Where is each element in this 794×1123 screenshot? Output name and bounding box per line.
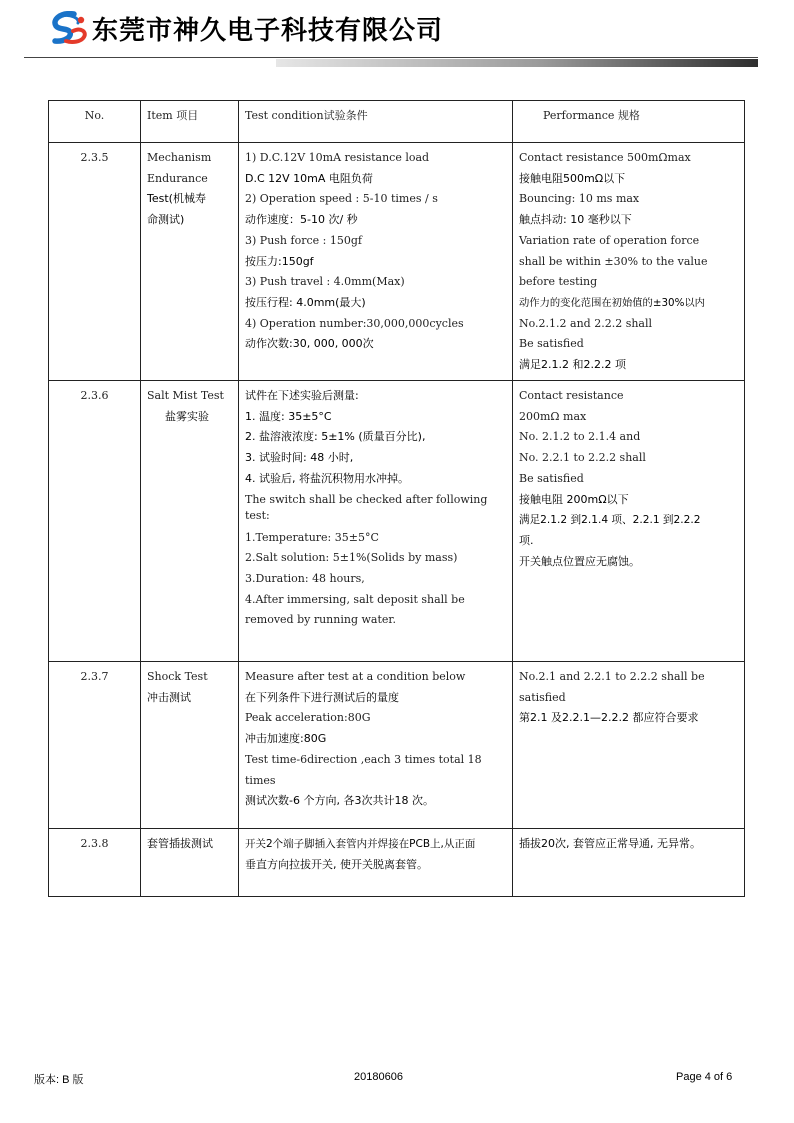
condition-line: Test time-6direction ,each 3 times total 18 (245, 752, 482, 766)
condition-line: The switch shall be checked after following test: (245, 492, 488, 522)
condition-line: 垂直方向拉拔开关, 使开关脱离套管。 (245, 857, 428, 871)
performance-line: 触点抖动: 10 毫秒以下 (519, 213, 632, 227)
performance-line: 满足2.1.2 和2.2.2 项 (519, 358, 626, 372)
condition-line: 4. 试验后, 将盐沉积物用水冲掉。 (245, 471, 409, 485)
condition-line: 冲击加速度:80G (245, 732, 327, 746)
condition-line: 2.Salt solution: 5±1%(Solids by mass) (245, 551, 458, 565)
item-cell (141, 662, 239, 829)
condition-line: 4) Operation number:30,000,000cycles (245, 316, 464, 330)
condition-cell (239, 829, 513, 897)
item-cell (141, 829, 239, 897)
condition-line: Measure after test at a condition below (245, 670, 466, 683)
performance-line: 动作力的变化范围在初始值的±30%以内 (519, 296, 705, 309)
page-header (0, 0, 794, 70)
condition-cell (239, 381, 513, 662)
performance-line: shall be within ±30% to the value (519, 254, 708, 268)
condition-line: 3) Push force : 150gf (245, 233, 362, 247)
performance-line: 满足2.1.2 到2.1.4 项、2.2.1 到2.2.2 (519, 514, 701, 527)
performance-line: No.2.1.2 and 2.2.2 shall (519, 316, 653, 330)
row-number: 2.3.5 (49, 143, 141, 381)
condition-line: 1.Temperature: 35±5°C (245, 530, 379, 544)
performance-line: Contact resistance 500mΩmax (519, 151, 691, 164)
condition-line: times (245, 773, 276, 787)
test-spec-table (48, 100, 745, 897)
condition-line: D.C 12V 10mA 电阻负荷 (245, 171, 373, 185)
performance-line: before testing (519, 275, 598, 289)
row-number: 2.3.7 (49, 662, 141, 829)
performance-line: No.2.1 and 2.2.1 to 2.2.2 shall be (519, 670, 705, 683)
performance-line: Be satisfied (519, 337, 584, 351)
condition-line: 试件在下述实验后测量: (245, 389, 359, 402)
item-line: Endurance (147, 171, 208, 185)
condition-cell (239, 662, 513, 829)
condition-line: 2. 盐溶液浓度: 5±1% (质量百分比), (245, 430, 426, 444)
condition-line: 在下列条件下进行测试后的量度 (245, 690, 399, 704)
performance-line: 第2.1 及2.2.1—2.2.2 都应符合要求 (519, 711, 699, 725)
performance-line: Variation rate of operation force (519, 233, 700, 247)
performance-line: 接触电阻500mΩ以下 (519, 171, 626, 185)
col-header-no: No. (49, 101, 141, 143)
condition-line: 3.Duration: 48 hours, (245, 571, 365, 585)
footer-page-number: Page 4 of 6 (676, 1071, 733, 1083)
item-line: 套管插拔测试 (147, 837, 213, 850)
condition-line: 测试次数-6 个方向, 各3次共计18 次。 (245, 794, 434, 808)
table-row (49, 381, 745, 662)
performance-line: Be satisfied (519, 471, 584, 485)
table-row (49, 662, 745, 829)
footer-date: 20180606 (354, 1071, 403, 1083)
performance-line: 开关触点位置应无腐蚀。 (519, 554, 640, 568)
condition-line: 动作速度：5-10 次/ 秒 (245, 213, 358, 227)
header-divider (24, 57, 758, 58)
row-number: 2.3.8 (49, 829, 141, 897)
condition-line: 4.After immersing, salt deposit shall be (245, 592, 465, 606)
performance-line: 接触电阻 200mΩ以下 (519, 492, 629, 506)
company-name: 东莞市神久电子科技有限公司 (92, 16, 444, 46)
footer-version: 版本: B 版 (34, 1074, 84, 1086)
condition-line: 1. 温度: 35±5°C (245, 409, 332, 423)
item-cell (141, 143, 239, 381)
item-line: Salt Mist Test (147, 389, 224, 402)
company-logo-icon (50, 11, 90, 45)
condition-line: 动作次数:30, 000, 000次 (245, 337, 374, 351)
performance-line: 200mΩ max (519, 409, 587, 423)
item-line: Test(机械寿 (147, 192, 206, 206)
condition-line: 2) Operation speed : 5-10 times / s (245, 192, 438, 206)
col-header-performance: Performance 规格 (513, 101, 745, 143)
table-row (49, 829, 745, 897)
col-header-condition: Test condition试验条件 (239, 101, 513, 143)
item-line: 冲击测试 (147, 690, 191, 704)
performance-line: Bouncing: 10 ms max (519, 192, 640, 206)
performance-cell (513, 662, 745, 829)
condition-line: 开关2个端子脚插入套管内并焊接在PCB上,从正面 (245, 838, 476, 850)
performance-cell (513, 381, 745, 662)
header-gradient-bar (276, 59, 758, 67)
condition-line: 1) D.C.12V 10mA resistance load (245, 151, 430, 164)
row-number: 2.3.6 (49, 381, 141, 662)
item-line: Shock Test (147, 670, 208, 683)
performance-line: 插拔20次, 套管应正常导通, 无异常。 (519, 837, 701, 850)
performance-cell (513, 829, 745, 897)
condition-cell (239, 143, 513, 381)
condition-line: 3) Push travel : 4.0mm(Max) (245, 275, 405, 289)
table-row (49, 143, 745, 381)
performance-line: No. 2.1.2 to 2.1.4 and (519, 430, 641, 444)
condition-line: Peak acceleration:80G (245, 711, 371, 725)
performance-line: No. 2.2.1 to 2.2.2 shall (519, 451, 646, 465)
performance-cell (513, 143, 745, 381)
performance-line: Contact resistance (519, 389, 624, 402)
performance-line: satisfied (519, 690, 566, 704)
table-header-row (49, 101, 745, 143)
item-line: 命测试) (147, 213, 185, 227)
item-cell (141, 381, 239, 662)
condition-line: removed by running water. (245, 613, 396, 627)
item-line: Mechanism (147, 151, 212, 164)
condition-line: 按压力:150gf (245, 254, 314, 268)
item-line: 盐雾实验 (165, 409, 209, 423)
col-header-item: Item 项目 (141, 101, 239, 143)
performance-line: 项. (519, 533, 534, 547)
condition-line: 3. 试验时间: 48 小时, (245, 451, 354, 465)
condition-line: 按压行程: 4.0mm(最大) (245, 295, 366, 309)
